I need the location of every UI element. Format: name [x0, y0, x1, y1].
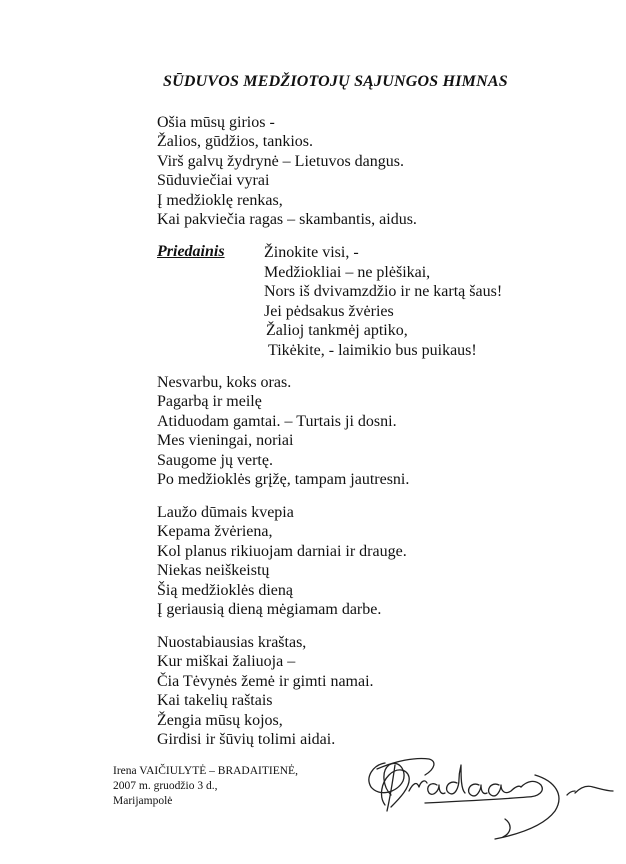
verse-line: Kol planus rikiuojam darniai ir drauge.	[157, 542, 407, 560]
date-text: 2007 m. gruodžio 3 d.,	[113, 780, 218, 792]
handwritten-signature	[355, 735, 615, 850]
verse-line: Nuostabiausias kraštas,	[157, 634, 307, 651]
verse-line: Po medžioklės grįžę, tampam jautresni.	[157, 471, 410, 489]
verse-line: Ošia mūsų girios -	[157, 114, 275, 131]
verse-line: Šią medžioklės dieną	[157, 581, 293, 599]
verse-line: Laužo dūmais kvepia	[157, 504, 294, 521]
verse-line: Į geriausią dieną mėgiamam darbe.	[157, 601, 382, 619]
refrain-line: Žinokite visi, -	[264, 244, 359, 261]
verse-line: Atiduodam gamtai. – Turtais ji dosni.	[157, 412, 397, 430]
refrain	[264, 243, 502, 360]
verse-line: Niekas neiškeistų	[157, 562, 270, 580]
place-text: Marijampolė	[113, 795, 173, 807]
refrain-line: Žalioj tankmėj aptiko,	[266, 322, 408, 339]
verse-line: Virš galvų žydrynė – Lietuvos dangus.	[157, 152, 404, 170]
verse-line: Sūduviečiai vyrai	[157, 172, 270, 190]
verse-line: Žengia mūsų kojos,	[157, 711, 283, 729]
verse-line: Čia Tėvynės žemė ir gimti namai.	[157, 672, 374, 690]
refrain-line: Medžiokliai – ne plėšikai,	[264, 263, 431, 281]
verse-3	[157, 503, 407, 619]
verse-line: Kepama žvėriena,	[157, 523, 273, 541]
hymn-title: SŪDUVOS MEDŽIOTOJŲ SĄJUNGOS HIMNAS	[163, 73, 508, 90]
refrain-line: Nors iš dvivamzdžio ir ne kartą šaus!	[264, 283, 503, 300]
verse-line: Į medžioklę renkas,	[157, 191, 283, 209]
refrain-line: Tikėkite, - laimikio bus puikaus!	[268, 341, 477, 359]
refrain-line: Jei pėdsakus žvėries	[264, 302, 394, 320]
verse-line: Mes vieningai, noriai	[157, 432, 294, 450]
verse-line: Žalios, gūdžios, tankios.	[157, 133, 313, 151]
refrain-label: Priedainis	[157, 243, 225, 260]
verse-line: Saugome jų vertę.	[157, 451, 273, 469]
verse-line: Kai takelių raštais	[157, 692, 273, 710]
verse-line: Girdisi ir šūvių tolimi aidai.	[157, 731, 336, 749]
verse-4	[157, 633, 374, 749]
verse-line: Kur miškai žaliuoja –	[157, 653, 296, 671]
verse-line: Nesvarbu, koks oras.	[157, 374, 292, 391]
verse-2	[157, 373, 409, 489]
author-name: Irena VAIČIULYTĖ – BRADAITIENĖ,	[113, 765, 298, 777]
verse-line: Pagarbą ir meilę	[157, 393, 262, 411]
author-block	[113, 764, 298, 809]
verse-1	[157, 113, 417, 229]
verse-line: Kai pakviečia ragas – skambantis, aidus.	[157, 211, 417, 229]
